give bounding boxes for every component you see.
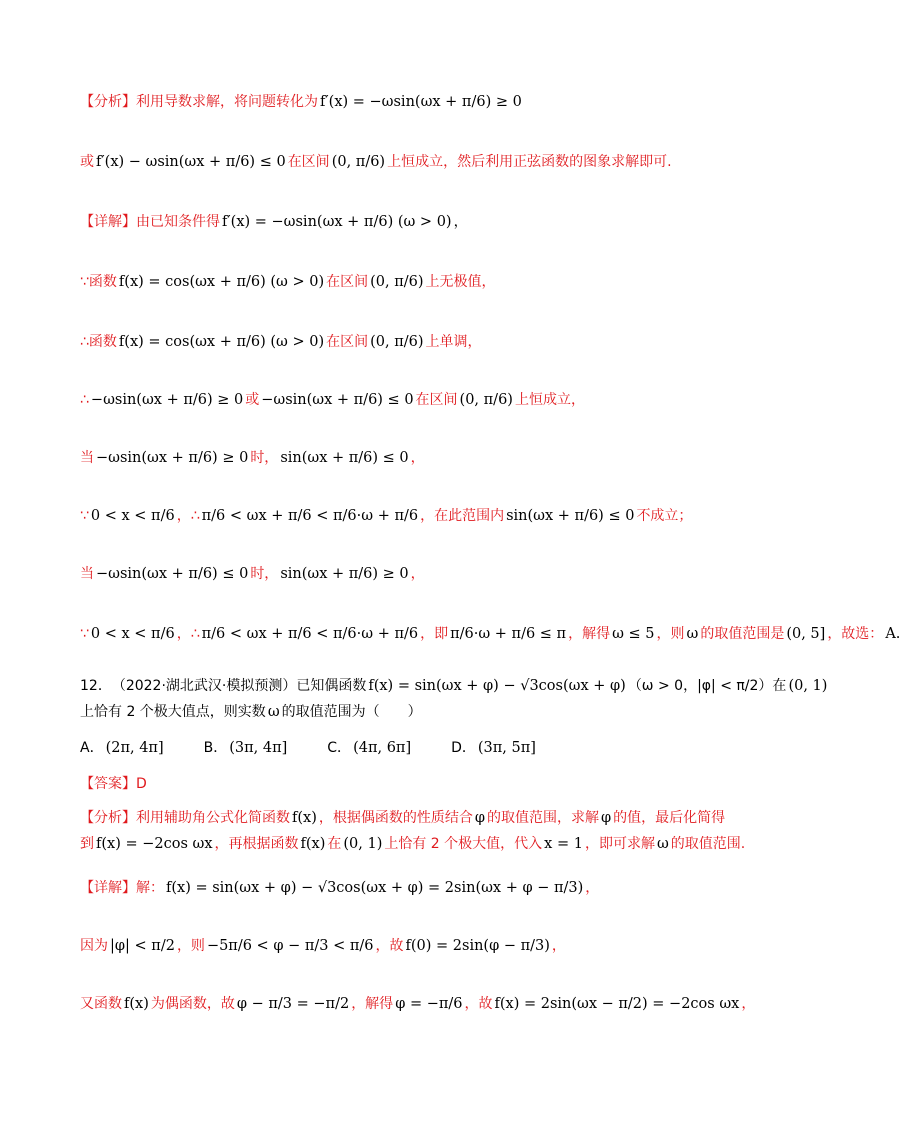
formula: (0, π/6): [331, 154, 386, 170]
question-text: （ω > 0，|φ| < π/2）在: [627, 678, 787, 694]
formula: −ωsin(ωx + π/6) ≥ 0: [96, 450, 249, 466]
formula: ω: [267, 704, 280, 720]
q12-detail-line1: [80, 878, 740, 898]
choice-label: A．: [80, 740, 104, 756]
q12-stem-line1: [80, 676, 828, 696]
formula: π/6 < ωx + π/6 < π/6·ω + π/6: [201, 508, 419, 524]
choice-a[interactable]: [80, 738, 166, 758]
q12-analysis-line1: [80, 808, 740, 828]
detail-text: ，故: [375, 938, 404, 954]
question-text: （2022·湖北武汉·模拟预测）已知偶函数: [111, 678, 367, 694]
analysis-text: 利用导数求解，将问题转化为: [136, 94, 318, 110]
formula: f(x) = sin(ωx + φ) − √3cos(ωx + φ): [368, 678, 626, 694]
q12-detail-line2: [80, 936, 740, 956]
detail-text: 或: [245, 392, 260, 408]
analysis-text: 在: [327, 836, 342, 852]
formula: φ = −π/6: [395, 996, 463, 1012]
detail-text: ，则: [176, 938, 205, 954]
analysis-text: ，即可求解: [584, 836, 655, 852]
analysis-text: 的取值范围.: [670, 836, 746, 852]
choice-label: D．: [451, 740, 476, 756]
q11-detail-line1: [80, 212, 740, 232]
analysis-text: 的值，最后化简得: [613, 810, 726, 826]
q11-line10: [80, 624, 901, 644]
q11-analysis-line1: [80, 92, 740, 112]
detail-text: 又函数: [80, 996, 122, 1012]
choice-label: C．: [327, 740, 352, 756]
formula: (0, π/6): [370, 274, 424, 290]
detail-text: 时，: [250, 566, 279, 582]
detail-text: ∵函数: [80, 274, 117, 290]
q11-line5: [80, 332, 740, 352]
formula: f′(x) = −ωsin(ωx + π/6) ≥ 0: [320, 94, 522, 110]
question-number: 12．: [80, 678, 112, 694]
question-text: 上恰有 2 个极大值点，则实数: [80, 704, 266, 720]
formula: ω: [686, 626, 699, 642]
formula: 0 < x < π/6: [90, 626, 175, 642]
choice-value: (2π, 4π]: [105, 740, 164, 756]
formula: −ωsin(ωx + π/6) ≤ 0: [261, 392, 414, 408]
analysis-text: 上恰有 2 个极大值，代入: [384, 836, 543, 852]
q11-line9: [80, 564, 740, 584]
choice-value: (3π, 4π]: [229, 740, 288, 756]
choice-c[interactable]: [327, 738, 413, 758]
formula: (0, 1): [343, 836, 383, 852]
q11-line6: [80, 390, 740, 410]
detail-text: 在区间: [326, 274, 369, 290]
detail-text: 在区间: [415, 392, 458, 408]
formula: f(x) = sin(ωx + φ) − √3cos(ωx + φ) = 2sin(ωx + φ − π/3): [166, 880, 584, 896]
formula: f(x) = cos(ωx + π/6) (ω > 0): [118, 334, 325, 350]
q11-line4: [80, 272, 740, 292]
formula: (0, 5]: [786, 626, 826, 642]
formula: (0, 1): [788, 678, 828, 694]
detail-text: 的取值范围是: [700, 626, 785, 642]
detail-text: 为偶函数，故: [150, 996, 235, 1012]
choice-d[interactable]: [451, 738, 538, 758]
analysis-tag: 【分析】: [80, 94, 136, 110]
detail-text: ，: [585, 880, 600, 896]
q12-answer: [80, 774, 740, 794]
formula: 0 < x < π/6: [90, 508, 175, 524]
answer-tag: 【答案】: [80, 776, 136, 792]
punct: ，: [453, 214, 468, 230]
formula: f(x): [124, 996, 149, 1012]
choice-label: B．: [203, 740, 228, 756]
detail-text: 因为: [80, 938, 108, 954]
detail-text: ，故选：: [827, 626, 884, 642]
q11-analysis-line2: [80, 152, 740, 172]
formula: −5π/6 < φ − π/3 < π/6: [206, 938, 374, 954]
formula: π/6 < ωx + π/6 < π/6·ω + π/6: [201, 626, 419, 642]
detail-text: ，即: [420, 626, 449, 642]
detail-text: ，∴: [176, 626, 200, 642]
formula: |φ| < π/2: [110, 938, 175, 954]
detail-text: ∵: [80, 626, 89, 642]
formula: sin(ωx + π/6) ≤ 0: [280, 450, 409, 466]
formula: x = 1: [544, 836, 583, 852]
detail-text: ，在此范围内: [420, 508, 505, 524]
answer-choice: A.: [885, 626, 901, 642]
formula: −ωsin(ωx + π/6) ≤ 0: [96, 566, 249, 582]
analysis-text: 利用辅助角公式化简函数: [136, 810, 290, 826]
formula: ω ≤ 5: [612, 626, 655, 642]
detail-text: ，: [410, 566, 425, 582]
q12-stem-line2: [80, 702, 740, 722]
choice-b[interactable]: [204, 738, 290, 758]
detail-text: ，: [551, 938, 566, 954]
analysis-text: 的取值范围，求解: [487, 810, 600, 826]
formula: f(x): [292, 810, 317, 826]
formula: f(x) = 2sin(ωx − π/2) = −2cos ωx: [494, 996, 740, 1012]
detail-text: ，∴: [176, 508, 200, 524]
q11-line8: [80, 506, 740, 526]
detail-text: ∴: [80, 392, 89, 408]
detail-text: ∵: [80, 508, 89, 524]
choice-value: (4π, 6π]: [353, 740, 412, 756]
detail-text: ，解得: [351, 996, 394, 1012]
formula: π/6·ω + π/6 ≤ π: [450, 626, 567, 642]
analysis-text: 或: [80, 154, 94, 170]
detail-text: 上单调，: [425, 334, 482, 350]
formula: φ: [474, 810, 486, 826]
question-text: 的取值范围为（ ）: [281, 704, 422, 720]
formula: f(x) = −2cos ωx: [96, 836, 213, 852]
analysis-text: 上恒成立，然后利用正弦函数的图象求解即可.: [387, 154, 672, 170]
formula: −ωsin(ωx + π/6) ≥ 0: [90, 392, 244, 408]
q12-choices: [80, 738, 740, 758]
formula: φ − π/3 = −π/2: [236, 996, 350, 1012]
choice-value: (3π, 5π]: [477, 740, 536, 756]
detail-tag: 【详解】: [80, 880, 136, 896]
formula: sin(ωx + π/6) ≥ 0: [280, 566, 409, 582]
formula: f′(x) = −ωsin(ωx + π/6) (ω > 0): [222, 214, 452, 230]
detail-text: ，: [741, 996, 756, 1012]
detail-text: 当: [80, 566, 94, 582]
answer-value: D: [136, 776, 147, 792]
analysis-tag: 【分析】: [80, 810, 136, 826]
detail-text: 在区间: [326, 334, 369, 350]
formula: f(x): [300, 836, 326, 852]
detail-text: 解：: [136, 880, 164, 896]
detail-text: 上无极值，: [425, 274, 496, 290]
detail-text: 时，: [250, 450, 279, 466]
formula: f(x) = cos(ωx + π/6) (ω > 0): [118, 274, 325, 290]
formula: (0, π/6): [459, 392, 513, 408]
detail-text: 上恒成立，: [514, 392, 585, 408]
detail-text: ，: [410, 450, 425, 466]
detail-text: ，解得: [568, 626, 611, 642]
q12-detail-line3: [80, 994, 756, 1014]
detail-tag: 【详解】: [80, 214, 136, 230]
detail-text: 当: [80, 450, 94, 466]
detail-text: ，则: [656, 626, 685, 642]
q12-analysis-line2: [80, 834, 746, 854]
formula: φ: [601, 810, 612, 826]
detail-text: 不成立；: [636, 508, 693, 524]
detail-text: ∴函数: [80, 334, 117, 350]
detail-text: 由已知条件得: [136, 214, 220, 230]
formula: sin(ωx + π/6) ≤ 0: [506, 508, 635, 524]
formula: f(0) = 2sin(φ − π/3): [405, 938, 550, 954]
q11-line7: [80, 448, 740, 468]
formula: ω: [656, 836, 669, 852]
analysis-text: 在区间: [287, 154, 330, 170]
analysis-text: ，再根据函数: [214, 836, 299, 852]
formula: (0, π/6): [370, 334, 424, 350]
analysis-text: ，根据偶函数的性质结合: [318, 810, 473, 826]
analysis-text: 到: [80, 836, 94, 852]
formula: f′(x) − ωsin(ωx + π/6) ≤ 0: [96, 154, 286, 170]
detail-text: ，故: [464, 996, 493, 1012]
